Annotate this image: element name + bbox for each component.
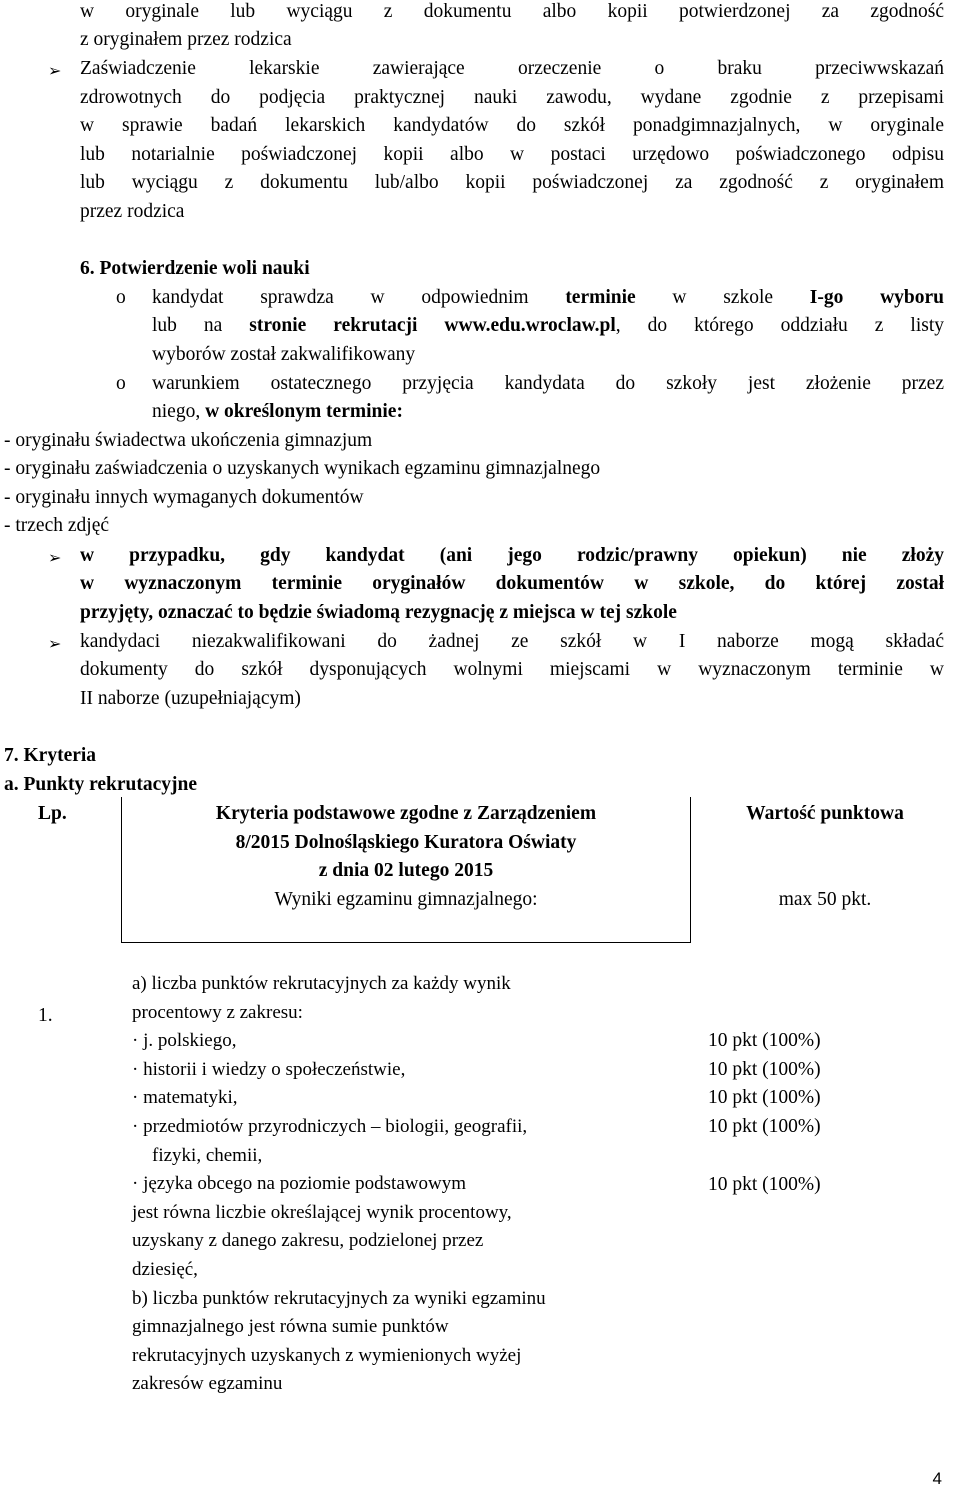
table-header-lp: Lp. [38,803,67,824]
criteria-line: dziesięć, [132,1258,198,1280]
section6-item2-line1: warunkiem ostatecznego przyjęcia kandydata do szkoły jest złożenie przez [152,373,944,394]
circle-bullet-icon: o [116,287,126,308]
top-line-2: z oryginałem przez rodzica [80,29,292,50]
section6-item1-line2 [152,312,944,341]
criteria-line: b) liczba punktów rekrutacyjnych za wyniki egzaminu [132,1287,546,1309]
header-line: z dnia 02 lutego 2015 [318,860,494,882]
criteria-line: jest równa liczbie określającej wynik procentowy, [132,1201,512,1223]
criteria-line: · historii i wiedzy o społeczeństwie, [132,1058,406,1080]
section7-heading: 7. Kryteria [4,745,97,766]
section6-item2-line2 [152,398,403,427]
bold-bullet-line: w przypadku, gdy kandydat (ani jego rodzic/prawny opiekun) nie złoży [80,545,944,566]
row1-value: 10 pkt (100%) [708,1174,821,1195]
text-bold: I-go wyboru [809,287,944,308]
criteria-line: rekrutacyjnych uzyskanych z wymienionych wyżej [132,1344,522,1366]
bullet3-line: kandydaci niezakwalifikowani do żadnej ze szkół w I naborze mogą składać [80,631,944,652]
row1-value: 10 pkt (100%) [708,1059,821,1080]
text-bold: terminie [565,287,636,308]
arrow-bullet-icon: ➢ [48,634,62,653]
arrow-bullet-icon: ➢ [48,61,62,80]
criteria-line: gimnazjalnego jest równa sumie punktów [132,1316,449,1338]
text: kandydat sprawdza w odpowiednim [152,287,566,308]
bullet3-line: II naborze (uzupełniającym) [80,688,301,709]
text: lub na [152,315,250,336]
header-line: 8/2015 Dolnośląskiego Kuratora Oświaty [235,831,577,853]
bold-bullet-line: przyjęty, oznaczać to będzie świadomą rezygnację z miejsca w tej szkole [80,602,677,623]
table-divider [121,942,691,943]
criteria-line: fizyki, chemii, [152,1144,263,1166]
text: niego, [152,401,206,422]
page-number: 4 [932,1469,942,1488]
arrow-bullet-icon: ➢ [48,548,62,567]
bullet1-line: lub wyciągu z dokumentu lub/albo kopii poświadczonej za zgodność z oryginałem [80,172,944,193]
bullet1-line: lub notarialnie poświadczonej kopii albo w postaci urzędowo poświadczonego odpisu [80,144,944,165]
row1-value: 10 pkt (100%) [708,1030,821,1051]
row0-value: max 50 pkt. [778,889,872,910]
header-line: Kryteria podstawowe zgodne z Zarządzeniem [215,803,597,824]
row1-value: 10 pkt (100%) [708,1087,821,1108]
criteria-line: uzyskany z danego zakresu, podzielonej przez [132,1230,484,1252]
dash-item: - trzech zdjęć [4,515,110,536]
dash-item: - oryginału zaświadczenia o uzyskanych wynikach egzaminu gimnazjalnego [4,458,601,479]
criteria-line: procentowy z zakresu: [132,1001,303,1023]
criteria-line: · przedmiotów przyrodniczych – biologii, geografii, [132,1115,528,1137]
bullet1-line: w sprawie badań lekarskich kandydatów do szkół ponadgimnazjalnych, w oryginale [80,115,944,136]
dash-item: - oryginału innych wymaganych dokumentów [4,487,364,508]
bullet3-line: dokumenty do szkół dysponujących wolnymi miejscami w wyznaczonym terminie w [80,659,944,680]
row0-label: Wyniki egzaminu gimnazjalnego: [274,889,538,910]
section7-subheading: a. Punkty rekrutacyjne [4,774,198,795]
top-line-1: w oryginale lub wyciągu z dokumentu albo kopii potwierdzonej za zgodność [80,1,944,22]
row1-value: 10 pkt (100%) [708,1116,821,1137]
bullet1-line: przez rodzica [80,201,185,222]
table-header-wartosc: Wartość punktowa [746,803,904,824]
criteria-line: · j. polskiego, [132,1030,237,1052]
text-bold: w określonym terminie: [205,401,403,422]
criteria-line: · matematyki, [132,1087,238,1109]
bullet1-line: zdrowotnych do podjęcia praktycznej nauki zawodu, wydane zgodnie z przepisami [80,87,944,108]
section6-item1-line3: wyborów został zakwalifikowany [152,344,416,365]
recruitment-site-link[interactable]: stronie rekrutacji www.edu.wroclaw.pl [249,315,616,336]
section6-item1-line1 [152,284,944,313]
table-header-kryteria [122,800,690,886]
bullet1-line: Zaświadczenie lekarskie zawierające orzeczenie o braku przeciwwskazań [80,58,944,79]
criteria-line: zakresów egzaminu [132,1373,283,1395]
row1-lp: 1. [38,1005,53,1026]
circle-bullet-icon: o [116,373,126,394]
text: , do którego oddziału z listy [615,315,944,336]
criteria-line: a) liczba punktów rekrutacyjnych za każdy wynik [132,973,511,994]
dash-item: - oryginału świadectwa ukończenia gimnazjum [4,430,373,451]
bold-bullet-line: w wyznaczonym terminie oryginałów dokumentów w szkole, do której został [80,573,944,594]
text: w szkole [635,287,810,308]
criteria-line: · języka obcego na poziomie podstawowym [132,1173,466,1195]
section6-heading: 6. Potwierdzenie woli nauki [80,258,310,279]
row1-criteria [132,970,692,1399]
